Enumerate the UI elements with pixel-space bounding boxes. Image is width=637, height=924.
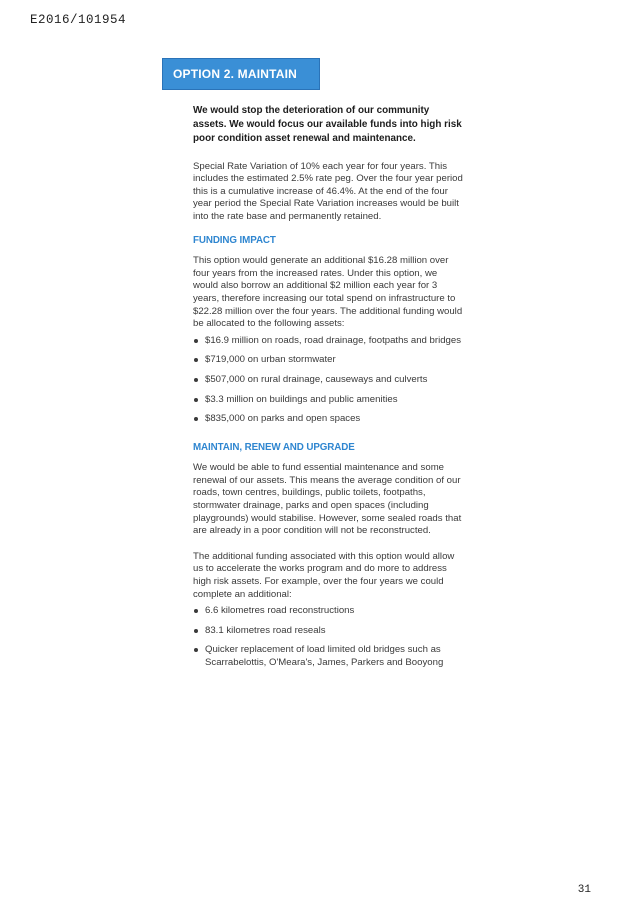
section-title: OPTION 2. MAINTAIN [173,67,298,81]
intro-paragraph: Special Rate Variation of 10% each year for four years. This includes the estimated 2.5% rate peg. Over the four year period this is a cumulative increase of 46.4%. At the end of the four year period the Special Rate Variation increases would be built into the rate base and permanently retained. [193,160,463,222]
page-content [193,104,463,686]
list-item: $835,000 on parks and open spaces [193,413,463,426]
maintain-paragraph-1: We would be able to fund essential maintenance and some renewal of our assets. This means the average condition of our roads, town centres, buildings, public toilets, footpaths, stormwater drainage, parks and open spaces (including playgrounds) would stabilise. However, some sealed roads that are already in a poor condition will not be reconstructed. [193,462,462,537]
list-item: $719,000 on urban stormwater [193,354,463,367]
works-list [193,605,463,669]
funding-impact-paragraph: This option would generate an additional $16.28 million over four years from the increased rates. Under this option, we would also borrow an additional $2 million each year for 3 years, therefore increasing our total spend on infrastructure to $22.28 million over the four years. The additional funding would be allocated to the following assets: [193,255,463,330]
funding-list [193,335,463,426]
list-item: $507,000 on rural drainage, causeways and culverts [193,374,463,387]
list-item: $16.9 million on roads, road drainage, footpaths and bridges [193,335,463,348]
lead-paragraph: We would stop the deterioration of our community assets. We would focus our available funds into high risk poor condition asset renewal and maintenance. [193,105,462,145]
list-item: 6.6 kilometres road reconstructions [193,605,463,618]
maintain-renew-upgrade-heading: MAINTAIN, RENEW AND UPGRADE [193,441,355,453]
list-item: 83.1 kilometres road reseals [193,625,463,638]
document-reference: E2016/101954 [30,13,127,27]
list-item: Quicker replacement of load limited old bridges such as Scarrabelottis, O'Meara's, James, Parkers and Booyong [193,644,463,669]
funding-impact-heading: FUNDING IMPACT [193,234,276,246]
page-number: 31 [577,884,591,896]
section-title-banner [162,58,320,90]
list-item: $3.3 million on buildings and public amenities [193,394,463,407]
maintain-paragraph-2: The additional funding associated with this option would allow us to accelerate the works program and do more to address high risk assets. For example, over the four years we could complete an additional: [193,550,455,600]
